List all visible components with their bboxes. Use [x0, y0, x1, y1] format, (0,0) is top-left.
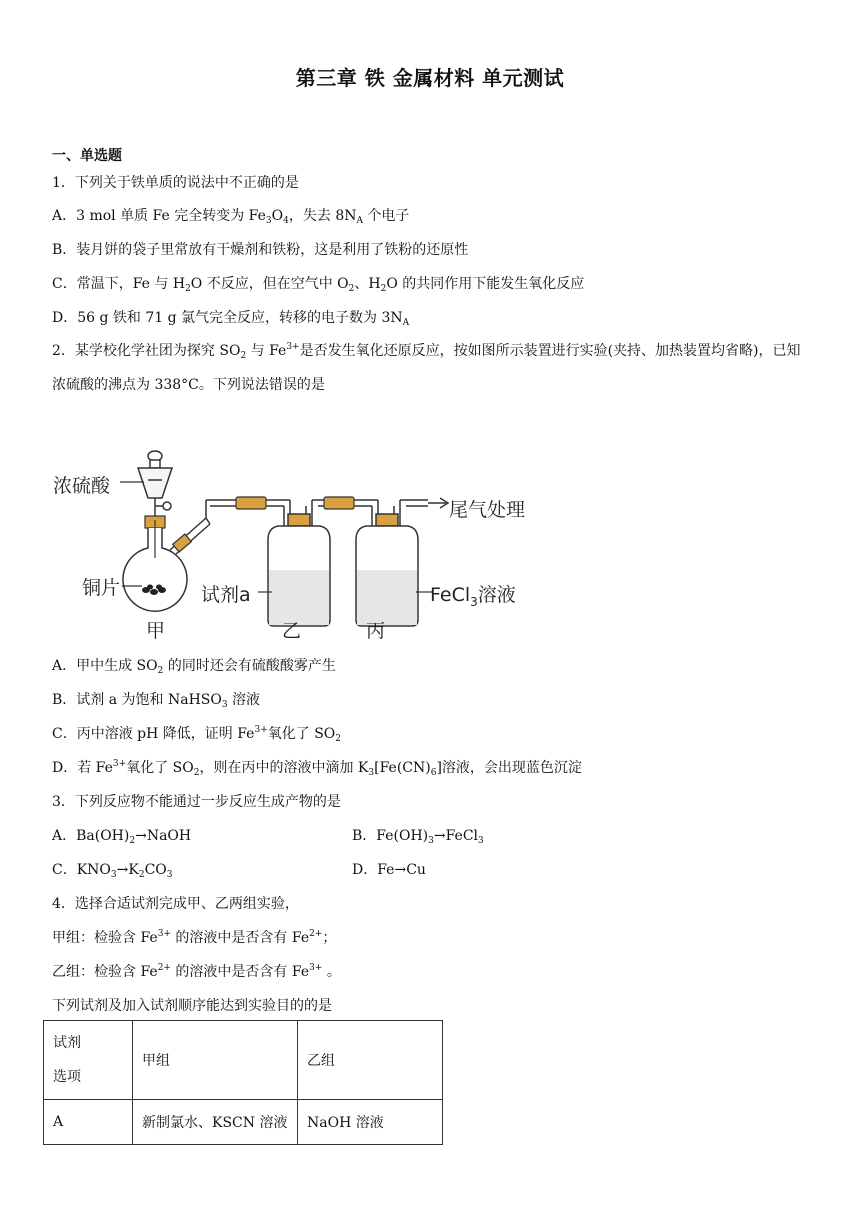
- page-title: 第三章 铁 金属材料 单元测试: [295, 66, 565, 90]
- side-arm-stopper: [173, 534, 192, 552]
- label-tail-gas: 尾气处理: [449, 499, 526, 521]
- table-cell: A: [44, 1100, 133, 1145]
- question-4-group-jia: 甲组：检验含 $Fe^{3+}$ 的溶液中是否含有 $Fe^{2+}$；: [52, 929, 337, 946]
- question-1-option-c: C．常温下，Fe 与 $H_2O$ 不反应，但在空气中 $O_2$、$H_2O$ 的共同作用下能发生氧化反应: [52, 276, 585, 294]
- question-4-stem: 4．选择合适试剂完成甲、乙两组实验，: [52, 896, 299, 912]
- label-fecl3: FeCl$_3$溶液: [430, 584, 516, 609]
- question-2-option-c: C．丙中溶液 pH 降低，证明 $Fe^{3+}$氧化了 $SO_2$: [52, 725, 342, 744]
- label-reagent-a: 试剂a: [201, 584, 251, 606]
- question-3-option-a: A．$Ba(OH)_2\to NaOH$: [52, 828, 192, 846]
- question-2-option-b: B．试剂 a 为饱和 NaHSO$_3$ 溶液: [52, 692, 261, 710]
- question-3-stem: 3．下列反应物不能通过一步反应生成产物的是: [52, 794, 341, 810]
- question-3-option-b: B．$Fe(OH)_3\to FeCl_3$: [352, 828, 484, 846]
- tail-gas-arrow: [428, 498, 448, 508]
- reagent-options-table: [43, 1020, 443, 1145]
- apparatus-diagram: [50, 440, 530, 645]
- question-1-option-d: D．56 g 铁和 71 g 氯气完全反应，转移的电子数为 $3N_A$: [52, 310, 410, 328]
- label-jia: 甲: [146, 620, 166, 642]
- table-cell: 新制氯水、KSCN 溶液: [133, 1100, 298, 1145]
- table-header-row: [44, 1021, 443, 1100]
- table-header-cell: 甲组: [133, 1021, 298, 1100]
- question-3-option-d: D．Fe→Cu: [352, 862, 426, 878]
- label-concentrated-sulfuric-acid: 浓硫酸: [53, 475, 111, 497]
- question-4-ask: 下列试剂及加入试剂顺序能达到实验目的的是: [52, 998, 332, 1014]
- gas-bottle-yi: [268, 514, 330, 626]
- gas-bottle-bing: [356, 514, 418, 626]
- table-header-cell: 试剂 选项: [44, 1021, 133, 1100]
- question-4-group-yi: 乙组：检验含 $Fe^{2+}$ 的溶液中是否含有 $Fe^{3+}$ 。: [52, 963, 341, 980]
- question-3-option-c: C．$KNO_3\to K_2CO_3$: [52, 862, 173, 880]
- apparatus-figure: [50, 440, 530, 645]
- question-1-option-a: A．3 mol 单质 Fe 完全转变为 $Fe_3O_4$，失去 $8N_A$ 个电子: [52, 208, 410, 226]
- rubber-connector: [324, 497, 354, 509]
- rubber-connector: [236, 497, 266, 509]
- question-1-option-b: B．装月饼的袋子里常放有干燥剂和铁粉，这是利用了铁粉的还原性: [52, 242, 469, 258]
- question-2-option-d: D．若 $Fe^{3+}$氧化了 $SO_2$，则在丙中的溶液中滴加 $K_3[Fe(CN)_6]$溶液，会出现蓝色沉淀: [52, 759, 582, 778]
- label-copper: 铜片: [82, 577, 121, 599]
- separatory-funnel: [138, 451, 172, 520]
- table-cell: NaOH 溶液: [298, 1100, 443, 1145]
- table-row: [44, 1100, 443, 1145]
- question-2-stem: 2．某学校化学社团为探究 $SO_2$ 与 $Fe^{3+}$是否发生氧化还原反应，按如图所示装置进行实验(夹持、加热装置均省略)，已知浓硫酸的沸点为 338°C。下列说法错误的是: [52, 342, 801, 393]
- section-heading: 一、单选题: [52, 148, 122, 164]
- question-2-option-a: A．甲中生成 $SO_2$ 的同时还会有硫酸酸雾产生: [52, 658, 336, 676]
- question-1-stem: 1．下列关于铁单质的说法中不正确的是: [52, 175, 299, 191]
- label-bing: 丙: [366, 620, 386, 642]
- label-yi: 乙: [282, 620, 302, 642]
- table-header-cell: 乙组: [298, 1021, 443, 1100]
